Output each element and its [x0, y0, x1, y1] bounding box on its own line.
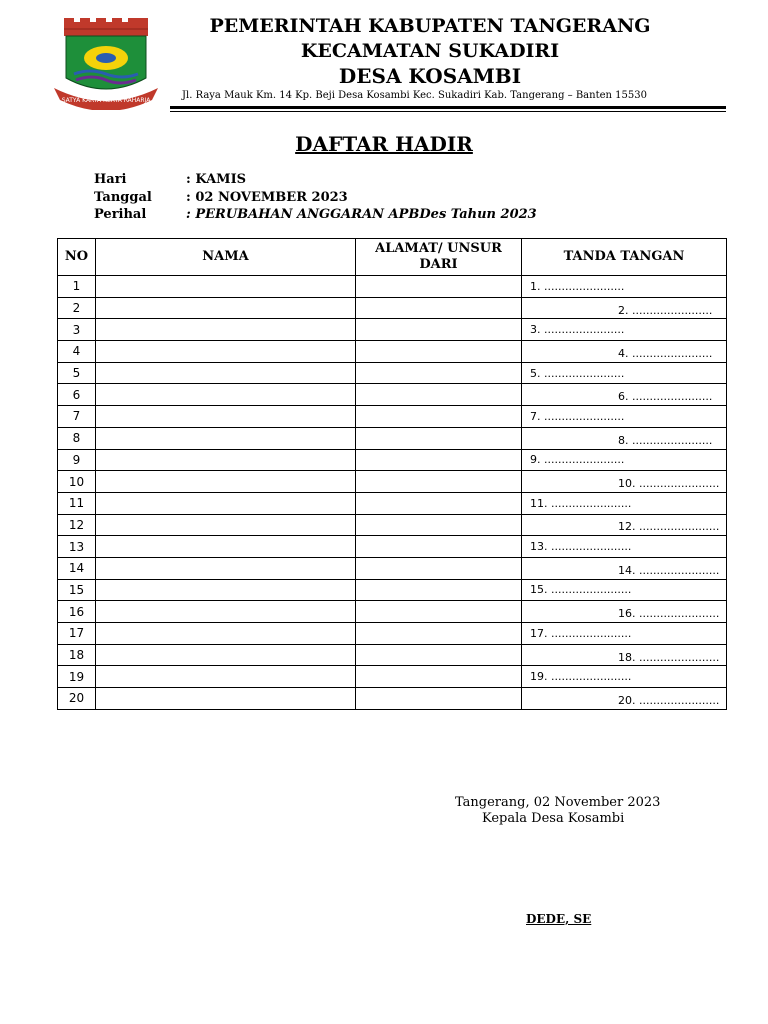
table-row — [58, 449, 727, 471]
signature-line: 1. ....................... — [530, 279, 625, 293]
signature-line: 3. ....................... — [530, 323, 625, 337]
address-cell[interactable] — [356, 384, 522, 406]
signature-cell[interactable] — [522, 536, 727, 558]
row-number: 16 — [58, 601, 96, 623]
address-cell[interactable] — [356, 449, 522, 471]
signature-cell[interactable] — [522, 341, 727, 363]
signature-cell[interactable] — [522, 471, 727, 493]
table-row — [58, 601, 727, 623]
signature-cell[interactable] — [522, 297, 727, 319]
row-number: 1 — [58, 276, 96, 298]
row-number: 11 — [58, 492, 96, 514]
signature-line: 19. ....................... — [530, 670, 632, 684]
name-cell[interactable] — [96, 341, 356, 363]
signature-cell[interactable] — [522, 406, 727, 428]
name-cell[interactable] — [96, 384, 356, 406]
regency-emblem-logo — [52, 18, 160, 110]
name-cell[interactable] — [96, 319, 356, 341]
address-cell[interactable] — [356, 688, 522, 710]
address-cell[interactable] — [356, 644, 522, 666]
date-label: Tanggal — [94, 190, 152, 205]
row-number: 13 — [58, 536, 96, 558]
table-row — [58, 297, 727, 319]
name-cell[interactable] — [96, 449, 356, 471]
signature-cell[interactable] — [522, 666, 727, 688]
address-cell[interactable] — [356, 536, 522, 558]
table-row — [58, 341, 727, 363]
row-number: 17 — [58, 623, 96, 645]
signature-line: 15. ....................... — [530, 583, 632, 597]
logo-motto: SATYA KARYA KERTA RAHARJA — [61, 97, 151, 104]
table-row — [58, 666, 727, 688]
address-cell[interactable] — [356, 319, 522, 341]
document-title: DAFTAR HADIR — [295, 132, 473, 156]
table-row — [58, 362, 727, 384]
header-no: NO — [58, 239, 96, 276]
row-number: 20 — [58, 688, 96, 710]
day-label: Hari — [94, 172, 127, 187]
name-cell[interactable] — [96, 406, 356, 428]
name-cell[interactable] — [96, 471, 356, 493]
name-cell[interactable] — [96, 276, 356, 298]
signature-line: 18. ....................... — [618, 650, 720, 664]
signature-cell[interactable] — [522, 276, 727, 298]
signature-line: 6. ....................... — [618, 390, 713, 404]
address-cell[interactable] — [356, 666, 522, 688]
row-number: 15 — [58, 579, 96, 601]
signature-line: 8. ....................... — [618, 433, 713, 447]
address-cell[interactable] — [356, 557, 522, 579]
name-cell[interactable] — [96, 666, 356, 688]
table-row — [58, 384, 727, 406]
signature-cell[interactable] — [522, 688, 727, 710]
row-number: 14 — [58, 557, 96, 579]
row-number: 8 — [58, 427, 96, 449]
header-name: NAMA — [96, 239, 356, 276]
table-row — [58, 471, 727, 493]
signature-line: 13. ....................... — [530, 540, 632, 554]
address-cell[interactable] — [356, 492, 522, 514]
row-number: 10 — [58, 471, 96, 493]
name-cell[interactable] — [96, 492, 356, 514]
row-number: 19 — [58, 666, 96, 688]
name-cell[interactable] — [96, 297, 356, 319]
signature-line: 14. ....................... — [618, 563, 720, 577]
district-name: KECAMATAN SUKADIRI — [300, 40, 560, 62]
signature-line: 9. ....................... — [530, 453, 625, 467]
name-cell[interactable] — [96, 514, 356, 536]
place-and-date: Tangerang, 02 November 2023 — [455, 795, 661, 810]
table-row — [58, 406, 727, 428]
village-name: DESA KOSAMBI — [338, 64, 522, 88]
address-cell[interactable] — [356, 579, 522, 601]
government-name: PEMERINTAH KABUPATEN TANGERANG — [209, 15, 651, 37]
row-number: 9 — [58, 449, 96, 471]
signature-cell[interactable] — [522, 623, 727, 645]
row-number: 3 — [58, 319, 96, 341]
address-cell[interactable] — [356, 623, 522, 645]
signature-cell[interactable] — [522, 557, 727, 579]
signature-cell[interactable] — [522, 449, 727, 471]
signature-cell[interactable] — [522, 601, 727, 623]
name-cell[interactable] — [96, 623, 356, 645]
signature-cell[interactable] — [522, 384, 727, 406]
table-header-row — [58, 239, 727, 276]
address-cell[interactable] — [356, 341, 522, 363]
header-signature: TANDA TANGAN — [522, 239, 727, 276]
row-number: 6 — [58, 384, 96, 406]
office-address: Jl. Raya Mauk Km. 14 Kp. Beji Desa Kosambi Kec. Sukadiri Kab. Tangerang – Banten 15530 — [182, 90, 647, 101]
signature-line: 17. ....................... — [530, 626, 632, 640]
table-row — [58, 514, 727, 536]
table-row — [58, 492, 727, 514]
address-cell[interactable] — [356, 427, 522, 449]
row-number: 5 — [58, 362, 96, 384]
signature-line: 11. ....................... — [530, 496, 632, 510]
table-row — [58, 623, 727, 645]
row-number: 4 — [58, 341, 96, 363]
signature-cell[interactable] — [522, 644, 727, 666]
name-cell[interactable] — [96, 536, 356, 558]
attendance-table — [57, 238, 727, 710]
name-cell[interactable] — [96, 427, 356, 449]
address-cell[interactable] — [356, 276, 522, 298]
table-row — [58, 276, 727, 298]
name-cell[interactable] — [96, 557, 356, 579]
signature-cell[interactable] — [522, 579, 727, 601]
table-row — [58, 319, 727, 341]
table-row — [58, 688, 727, 710]
signature-line: 7. ....................... — [530, 409, 625, 423]
signature-cell[interactable] — [522, 362, 727, 384]
table-row — [58, 579, 727, 601]
signer-name: DEDE, SE — [526, 912, 592, 926]
address-cell[interactable] — [356, 471, 522, 493]
signature-line: 20. ....................... — [618, 693, 720, 707]
signature-line: 2. ....................... — [618, 303, 713, 317]
address-cell[interactable] — [356, 362, 522, 384]
table-row — [58, 536, 727, 558]
name-cell[interactable] — [96, 644, 356, 666]
address-cell[interactable] — [356, 601, 522, 623]
day-value: : KAMIS — [186, 172, 247, 187]
name-cell[interactable] — [96, 579, 356, 601]
signature-line: 10. ....................... — [618, 477, 720, 491]
signature-line: 12. ....................... — [618, 520, 720, 534]
name-cell[interactable] — [96, 601, 356, 623]
letterhead-rule-thick — [170, 106, 726, 109]
letterhead-rule-thin — [170, 111, 726, 112]
row-number: 2 — [58, 297, 96, 319]
signer-position: Kepala Desa Kosambi — [482, 811, 625, 826]
table-row — [58, 427, 727, 449]
address-cell[interactable] — [356, 406, 522, 428]
row-number: 7 — [58, 406, 96, 428]
table-row — [58, 557, 727, 579]
signature-line: 4. ....................... — [618, 346, 713, 360]
date-value: : 02 NOVEMBER 2023 — [186, 190, 348, 205]
signature-line: 5. ....................... — [530, 366, 625, 380]
signature-cell[interactable] — [522, 319, 727, 341]
signature-cell[interactable] — [522, 492, 727, 514]
subject-value: : PERUBAHAN ANGGARAN APBDes Tahun 2023 — [186, 207, 537, 222]
subject-label: Perihal — [94, 207, 147, 222]
address-cell[interactable] — [356, 297, 522, 319]
row-number: 12 — [58, 514, 96, 536]
address-cell[interactable] — [356, 514, 522, 536]
row-number: 18 — [58, 644, 96, 666]
name-cell[interactable] — [96, 362, 356, 384]
name-cell[interactable] — [96, 688, 356, 710]
table-row — [58, 644, 727, 666]
header-address: ALAMAT/ UNSUR DARI — [356, 239, 522, 276]
signature-cell[interactable] — [522, 427, 727, 449]
signature-line: 16. ....................... — [618, 607, 720, 621]
signature-cell[interactable] — [522, 514, 727, 536]
